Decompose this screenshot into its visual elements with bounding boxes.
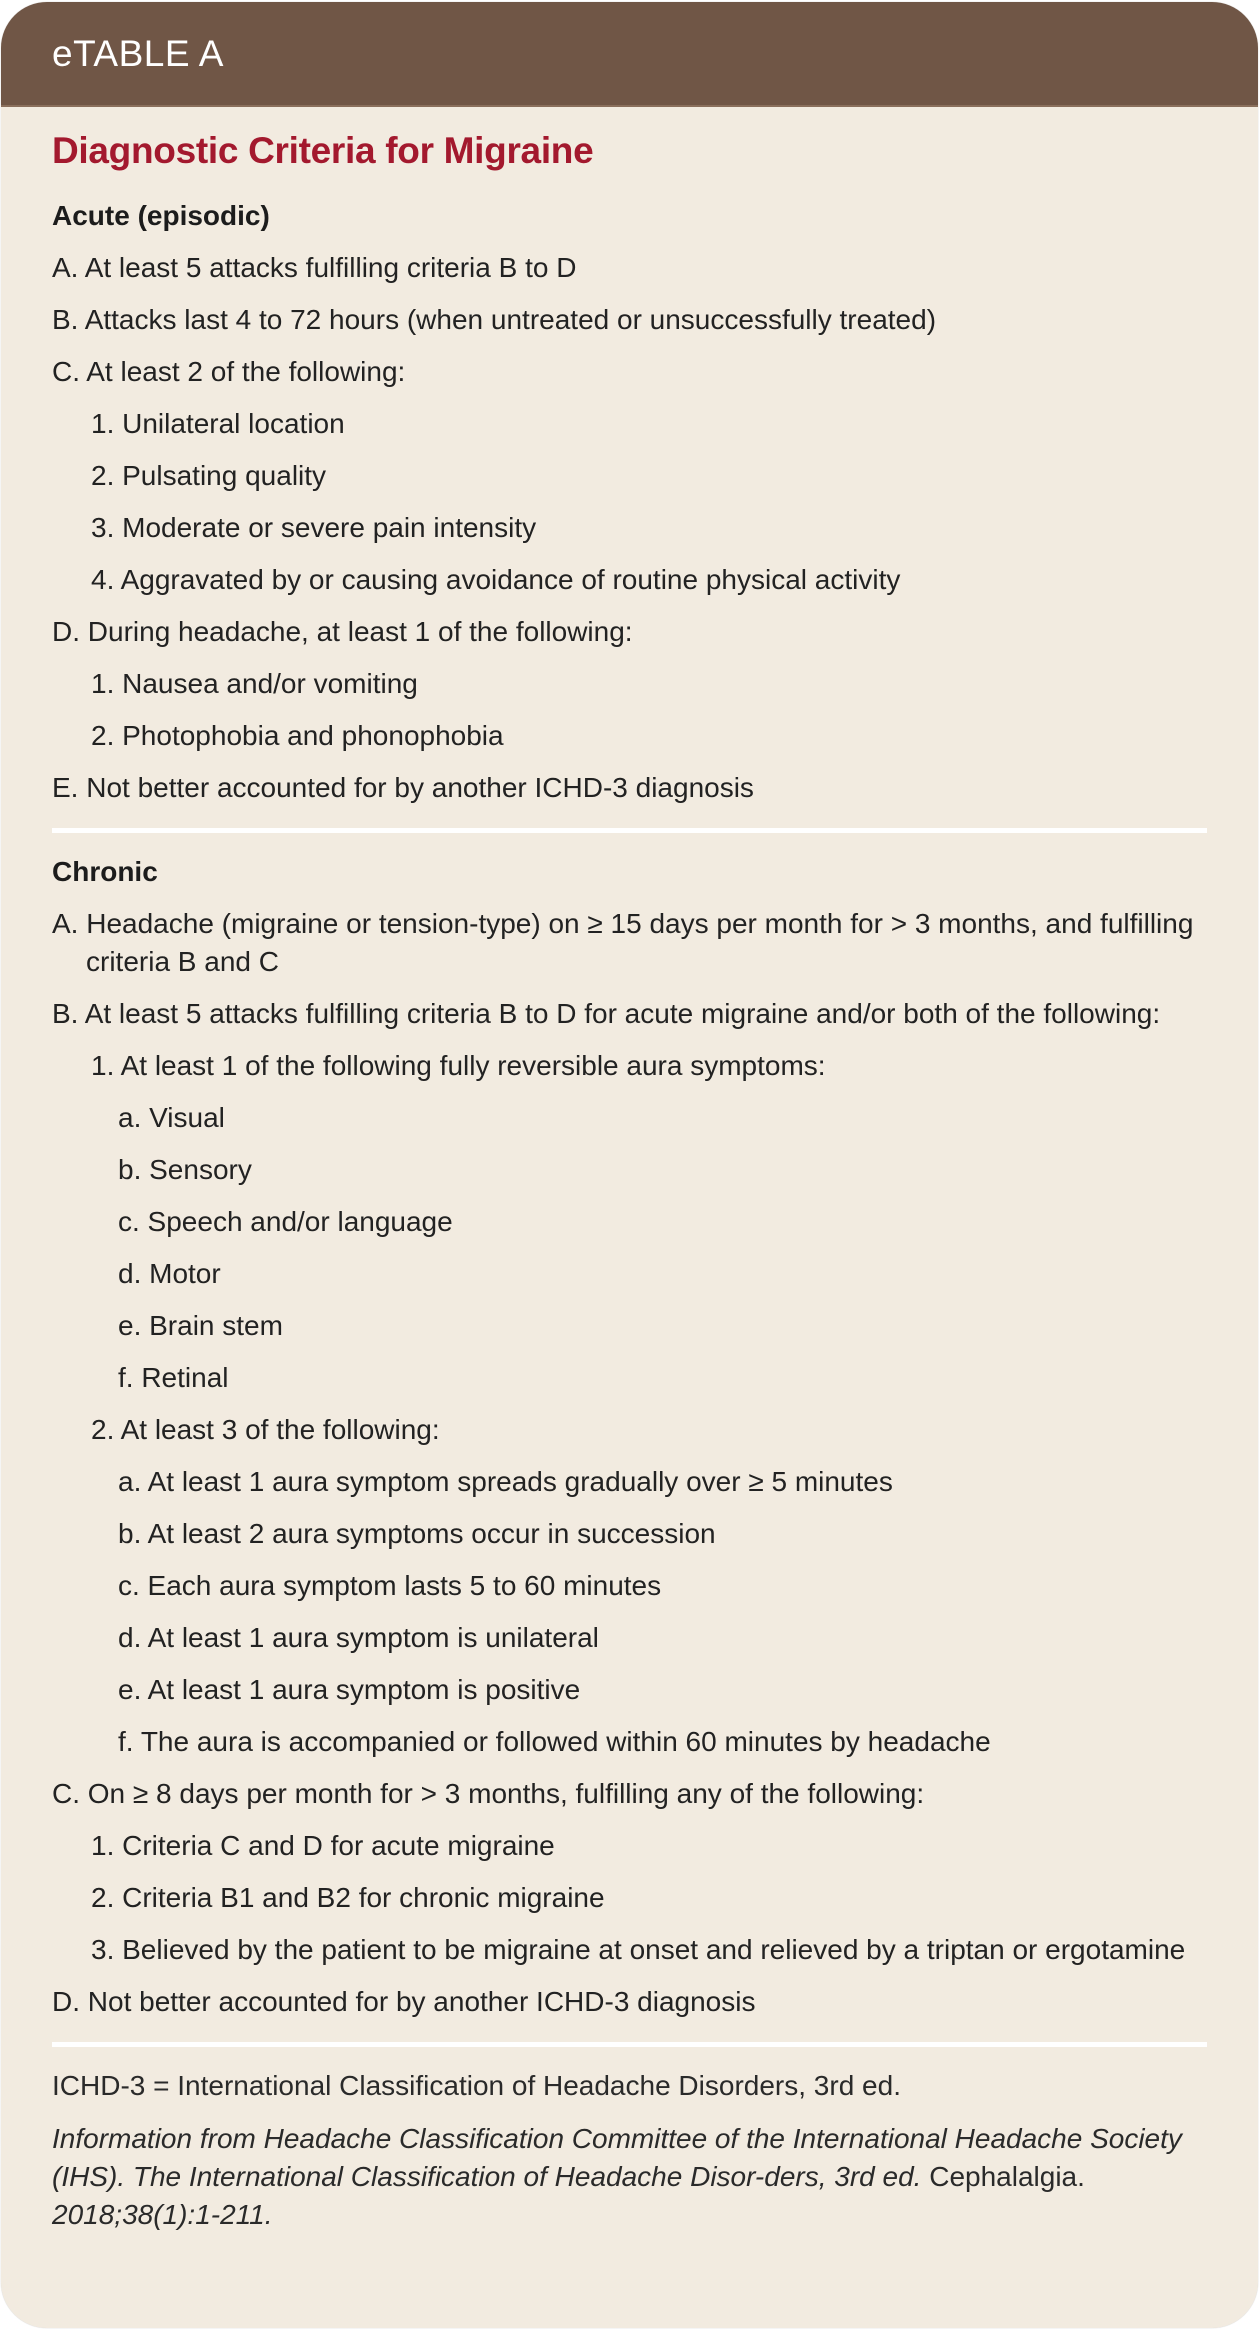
table-card (1, 2, 1258, 2328)
citation-volume: 2018;38(1):1-211. (52, 2199, 273, 2230)
footnote-divider (52, 2042, 1207, 2047)
criterion-item (52, 762, 1206, 814)
criterion-item (52, 988, 1206, 1040)
section-divider (52, 828, 1207, 833)
criterion-text: b. Sensory (118, 1154, 252, 1185)
source-citation (52, 2120, 1206, 2234)
criterion-text: d. Motor (118, 1258, 221, 1289)
criterion-text: e. At least 1 aura symptom is positive (118, 1674, 581, 1705)
criterion-item (52, 242, 1206, 294)
criterion-text: A. At least 5 attacks fulfilling criteria B to D (52, 252, 577, 283)
criterion-item (52, 1768, 1206, 1820)
criterion-text: B. Attacks last 4 to 72 hours (when untreated or unsuccessfully treated) (52, 304, 937, 335)
criterion-text: 2. Criteria B1 and B2 for chronic migraine (91, 1882, 605, 1913)
criterion-item (52, 554, 1206, 606)
section-heading-chronic: Chronic (52, 856, 158, 887)
criterion-item (52, 1976, 1206, 2028)
criterion-item (52, 398, 1206, 450)
criterion-item (52, 1456, 1206, 1508)
criterion-text: E. Not better accounted for by another ICHD-3 diagnosis (52, 772, 754, 803)
criterion-text: f. Retinal (118, 1362, 229, 1393)
table-header-band (1, 2, 1258, 107)
criterion-text: 4. Aggravated by or causing avoidance of routine physical activity (91, 564, 901, 595)
criterion-text: 2. Photophobia and phonophobia (91, 720, 504, 751)
chronic-criteria-list (52, 898, 1206, 2028)
criterion-item (52, 1352, 1206, 1404)
criterion-item (52, 1248, 1206, 1300)
criterion-item (52, 1300, 1206, 1352)
criterion-text: 1. Criteria C and D for acute migraine (91, 1830, 555, 1861)
criterion-text: b. At least 2 aura symptoms occur in succession (118, 1518, 716, 1549)
criterion-text: C. On ≥ 8 days per month for > 3 months, fulfilling any of the following: (52, 1778, 925, 1809)
criterion-text: 1. At least 1 of the following fully reversible aura symptoms: (91, 1050, 826, 1081)
criterion-item (52, 1716, 1206, 1768)
criterion-text: B. At least 5 attacks fulfilling criteria B to D for acute migraine and/or both of the following: (52, 998, 1161, 1029)
criterion-item (52, 898, 1206, 988)
acute-criteria-list (52, 242, 1206, 814)
criterion-text: 1. Nausea and/or vomiting (91, 668, 418, 699)
criterion-text: D. Not better accounted for by another ICHD-3 diagnosis (52, 1986, 756, 2017)
criterion-text: a. Visual (118, 1102, 225, 1133)
table-title: Diagnostic Criteria for Migraine (52, 130, 594, 171)
criterion-item (52, 1664, 1206, 1716)
criterion-text: 3. Believed by the patient to be migraine at onset and relieved by a triptan or ergotamine (91, 1934, 1186, 1965)
criterion-text: a. At least 1 aura symptom spreads gradually over ≥ 5 minutes (118, 1466, 893, 1497)
criterion-text: 3. Moderate or severe pain intensity (91, 512, 537, 543)
criterion-item (52, 502, 1206, 554)
criterion-item (52, 1196, 1206, 1248)
criterion-text: c. Each aura symptom lasts 5 to 60 minutes (118, 1570, 662, 1601)
criterion-text: c. Speech and/or language (118, 1206, 453, 1237)
criterion-item (52, 346, 1206, 398)
criterion-text: f. The aura is accompanied or followed within 60 minutes by headache (118, 1726, 991, 1757)
abbreviation-footnote: ICHD-3 = International Classification of Headache Disorders, 3rd ed. (52, 2070, 901, 2101)
criterion-text: C. At least 2 of the following: (52, 356, 406, 387)
criterion-item (52, 710, 1206, 762)
criterion-text: 2. At least 3 of the following: (91, 1414, 440, 1445)
criterion-item (52, 1872, 1206, 1924)
criterion-item (52, 658, 1206, 710)
criterion-item (52, 606, 1206, 658)
criterion-item (52, 1560, 1206, 1612)
criterion-text: d. At least 1 aura symptom is unilateral (118, 1622, 599, 1653)
criterion-text: 2. Pulsating quality (91, 460, 327, 491)
table-content (52, 126, 1206, 2234)
criterion-item (52, 1612, 1206, 1664)
citation-text: Information from Headache Classification Committee of the International Headache Society (IHS). The International Classification of Headache Disor-ders, 3rd ed. (52, 2123, 1182, 2192)
criterion-item (52, 294, 1206, 346)
criterion-item (52, 1144, 1206, 1196)
table-label: eTABLE A (52, 33, 224, 74)
criterion-text: e. Brain stem (118, 1310, 283, 1341)
criterion-text: D. During headache, at least 1 of the following: (52, 616, 633, 647)
criterion-item (52, 1508, 1206, 1560)
criterion-item (52, 1040, 1206, 1092)
criterion-text: A. Headache (migraine or tension-type) on ≥ 15 days per month for > 3 months, and fulfilling criteria B and C (52, 908, 1194, 977)
section-heading-acute: Acute (episodic) (52, 200, 270, 231)
criterion-item (52, 1092, 1206, 1144)
criterion-item (52, 1820, 1206, 1872)
citation-journal: Cephalalgia. (921, 2161, 1085, 2192)
criterion-item (52, 450, 1206, 502)
criterion-item (52, 1924, 1206, 1976)
criterion-item (52, 1404, 1206, 1456)
criterion-text: 1. Unilateral location (91, 408, 345, 439)
